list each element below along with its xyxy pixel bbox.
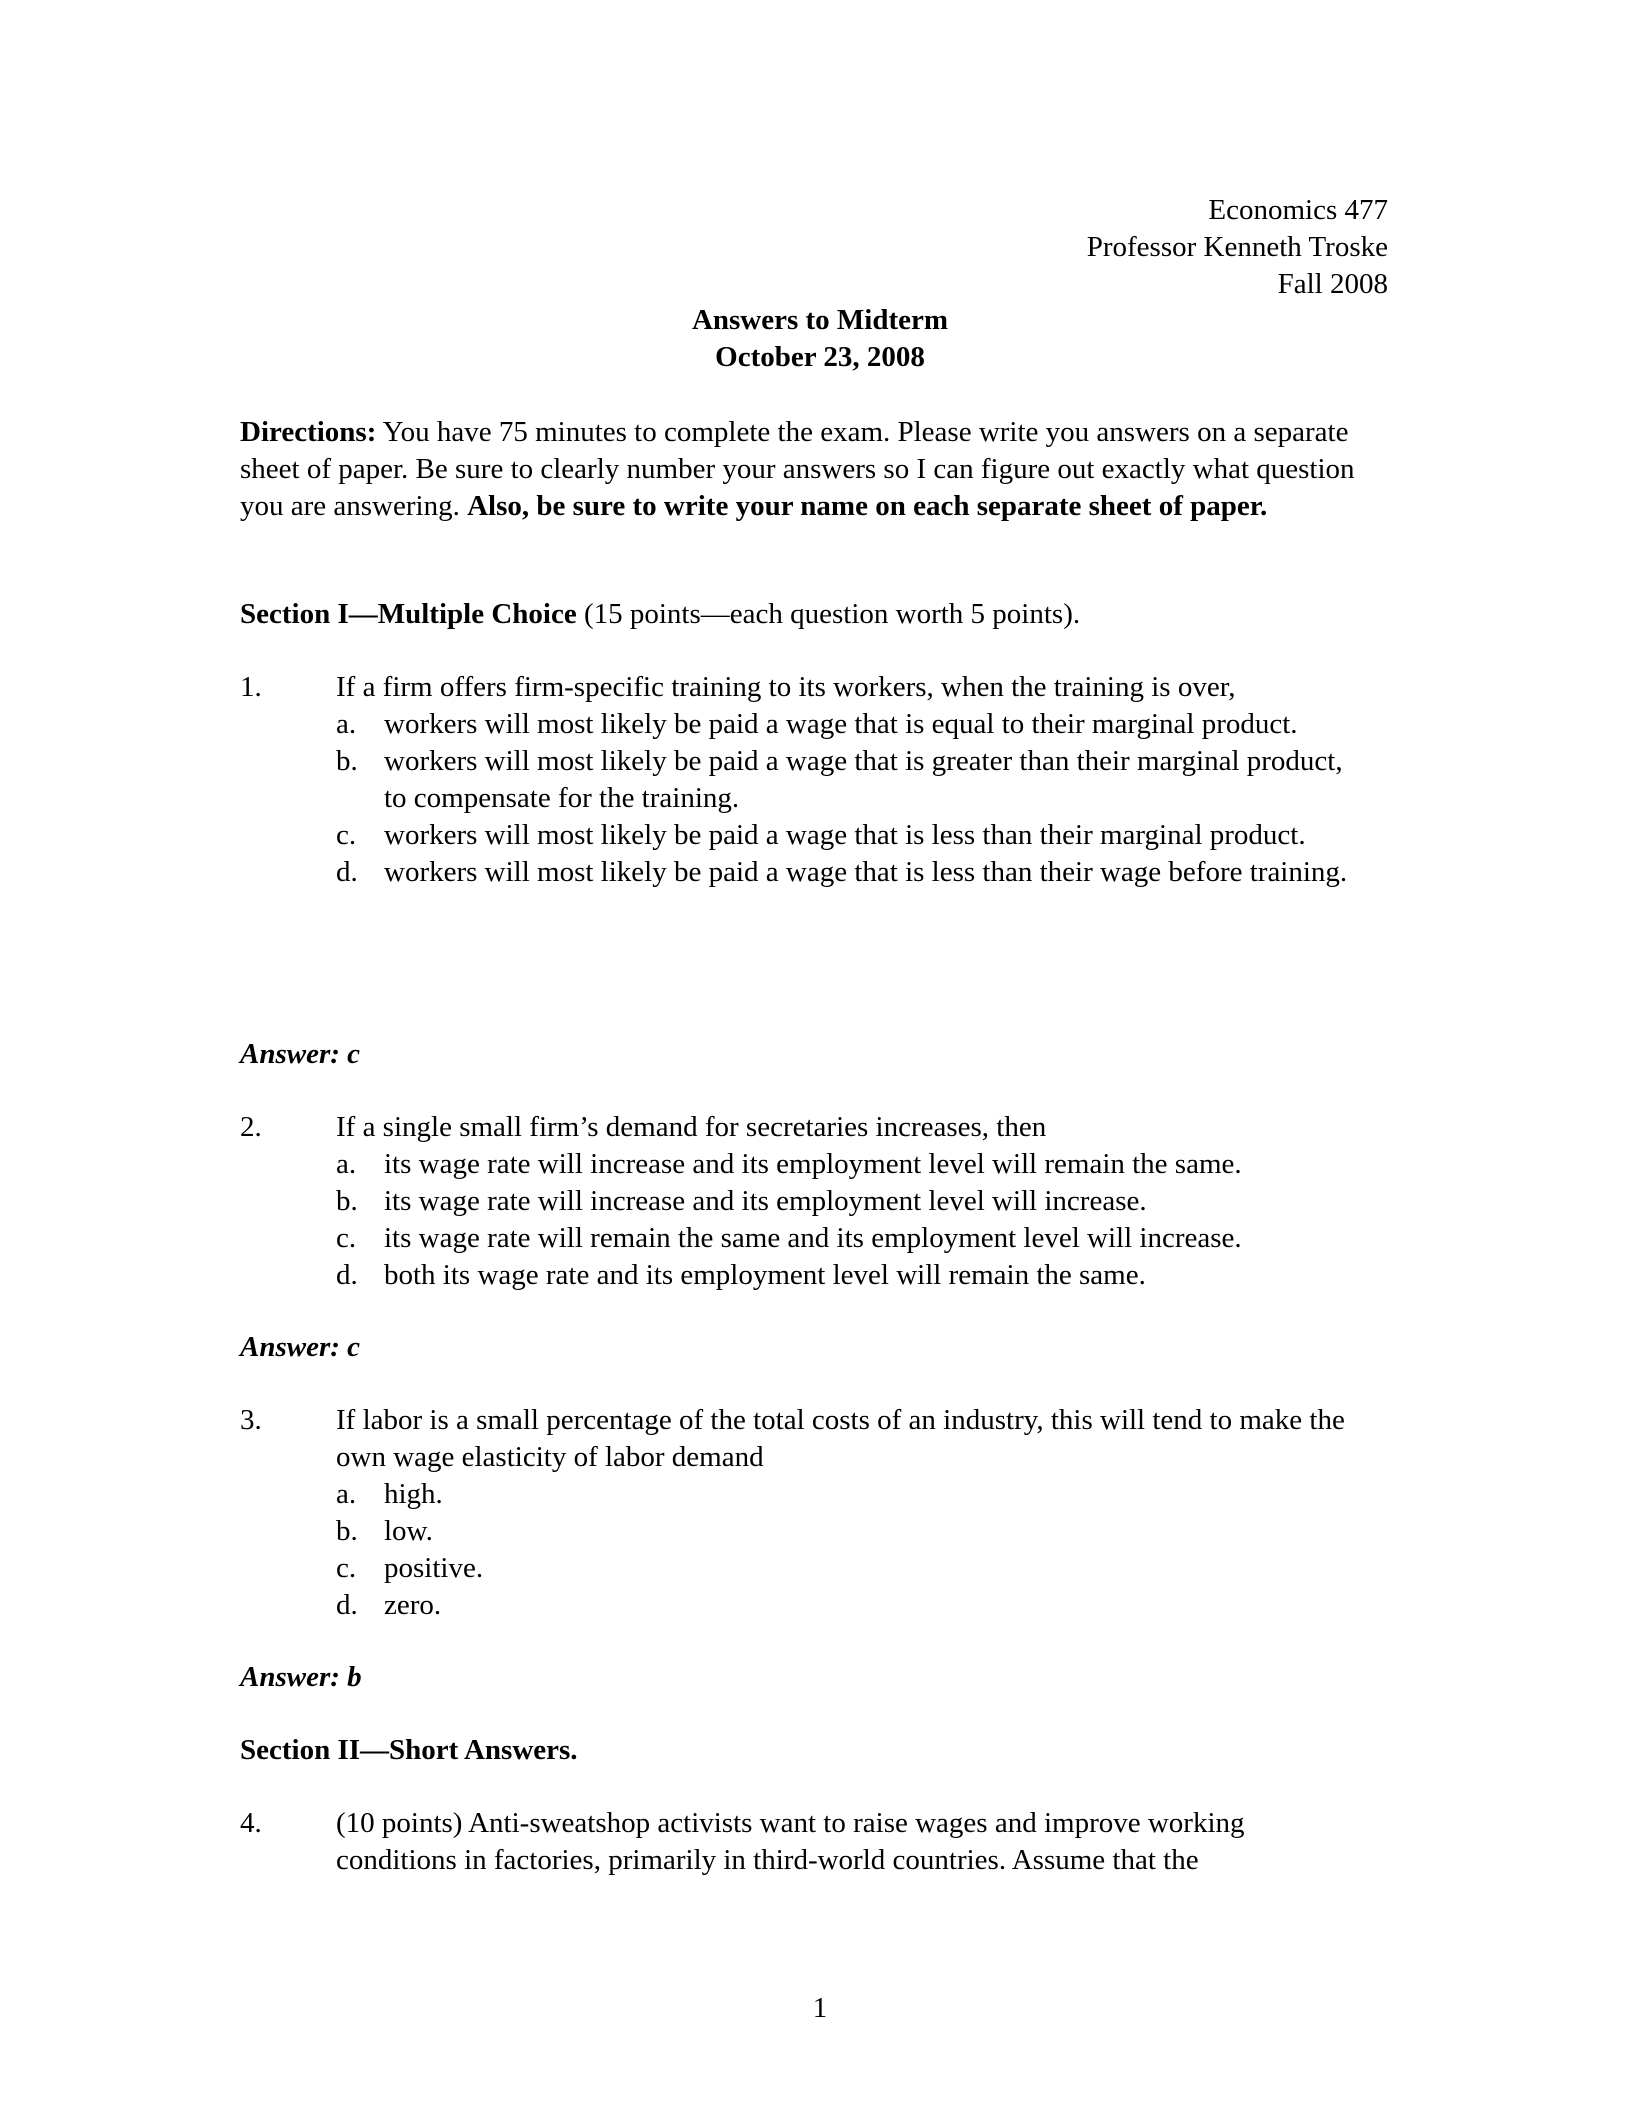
option-text: positive.	[384, 1552, 484, 1584]
option-text: its wage rate will remain the same and its employment level will increase.	[384, 1222, 1242, 1254]
option-letter: c.	[336, 819, 357, 851]
option-text: zero.	[384, 1589, 442, 1621]
option-letter: a.	[336, 708, 357, 740]
question-2	[240, 1109, 1380, 1294]
section-1-heading	[240, 596, 1380, 633]
option-a	[336, 706, 1380, 743]
option-a	[336, 1146, 1380, 1183]
section-2-heading: Section II—Short Answers.	[240, 1734, 578, 1766]
option-letter: b.	[336, 745, 358, 777]
question-number: 3.	[240, 1404, 262, 1436]
course-name: Economics 477	[1208, 194, 1388, 226]
option-text: workers will most likely be paid a wage that is equal to their marginal product.	[384, 708, 1298, 740]
option-list	[336, 706, 1380, 891]
question-3	[240, 1402, 1380, 1624]
question-text: If a firm offers firm-specific training to its workers, when the training is over,	[336, 671, 1236, 703]
option-c	[336, 1220, 1380, 1257]
option-text: workers will most likely be paid a wage that is greater than their marginal product, to compensate for the training.	[384, 745, 1343, 814]
option-letter: d.	[336, 1259, 358, 1291]
page-number: 1	[812, 1992, 828, 2024]
option-letter: c.	[336, 1222, 357, 1254]
option-letter: d.	[336, 1589, 358, 1621]
term: Fall 2008	[1277, 268, 1388, 300]
section-1-title: Section I—Multiple Choice	[240, 598, 577, 630]
course-header	[1087, 192, 1388, 303]
option-letter: d.	[336, 856, 358, 888]
question-number: 4.	[240, 1807, 262, 1839]
option-text: high.	[384, 1478, 443, 1510]
answer-1: Answer: c	[240, 1038, 361, 1070]
option-text: its wage rate will increase and its employment level will increase.	[384, 1185, 1147, 1217]
question-text: If labor is a small percentage of the total costs of an industry, this will tend to make the own wage elasticity of labor demand	[336, 1404, 1345, 1473]
title-date: October 23, 2008	[715, 341, 925, 373]
question-number: 2.	[240, 1111, 262, 1143]
option-a	[336, 1476, 1380, 1513]
option-list	[336, 1146, 1380, 1294]
title-line-1: Answers to Midterm	[691, 304, 949, 336]
option-text: low.	[384, 1515, 433, 1547]
option-letter: b.	[336, 1185, 358, 1217]
option-d	[336, 1587, 1380, 1624]
option-d	[336, 1257, 1380, 1294]
question-text: (10 points) Anti-sweatshop activists want to raise wages and improve working conditions in factories, primarily in third-world countries. Assume that the	[336, 1807, 1245, 1876]
professor-name: Professor Kenneth Troske	[1086, 231, 1388, 263]
directions-emphasis: Also, be sure to write your name on each separate sheet of paper.	[467, 490, 1268, 522]
question-text: If a single small firm’s demand for secretaries increases, then	[336, 1111, 1047, 1143]
option-b	[336, 1513, 1380, 1550]
answer-3: Answer: b	[240, 1661, 362, 1693]
question-4	[240, 1805, 1380, 1879]
question-1	[240, 669, 1380, 891]
question-number: 1.	[240, 671, 262, 703]
option-text: both its wage rate and its employment level will remain the same.	[384, 1259, 1146, 1291]
directions-paragraph	[240, 414, 1370, 525]
option-letter: a.	[336, 1148, 357, 1180]
option-b	[336, 743, 1380, 817]
option-text: its wage rate will increase and its employment level will remain the same.	[384, 1148, 1242, 1180]
option-b	[336, 1183, 1380, 1220]
option-d	[336, 854, 1380, 891]
option-letter: b.	[336, 1515, 358, 1547]
answer-2: Answer: c	[240, 1331, 361, 1363]
option-c	[336, 817, 1380, 854]
document-title	[0, 302, 1640, 376]
option-letter: a.	[336, 1478, 357, 1510]
directions-text: You have 75 minutes to complete the exam. Please write you answers on a separate sheet of paper. Be sure to clearly number your answers so I can figure out exactly what question you are answering.	[240, 416, 1355, 522]
option-text: workers will most likely be paid a wage that is less than their marginal product.	[384, 819, 1306, 851]
option-text: workers will most likely be paid a wage that is less than their wage before training.	[384, 856, 1348, 888]
option-c	[336, 1550, 1380, 1587]
directions-label: Directions:	[240, 416, 377, 448]
option-list	[336, 1476, 1380, 1624]
section-1-note: (15 points—each question worth 5 points).	[576, 598, 1081, 630]
option-letter: c.	[336, 1552, 357, 1584]
